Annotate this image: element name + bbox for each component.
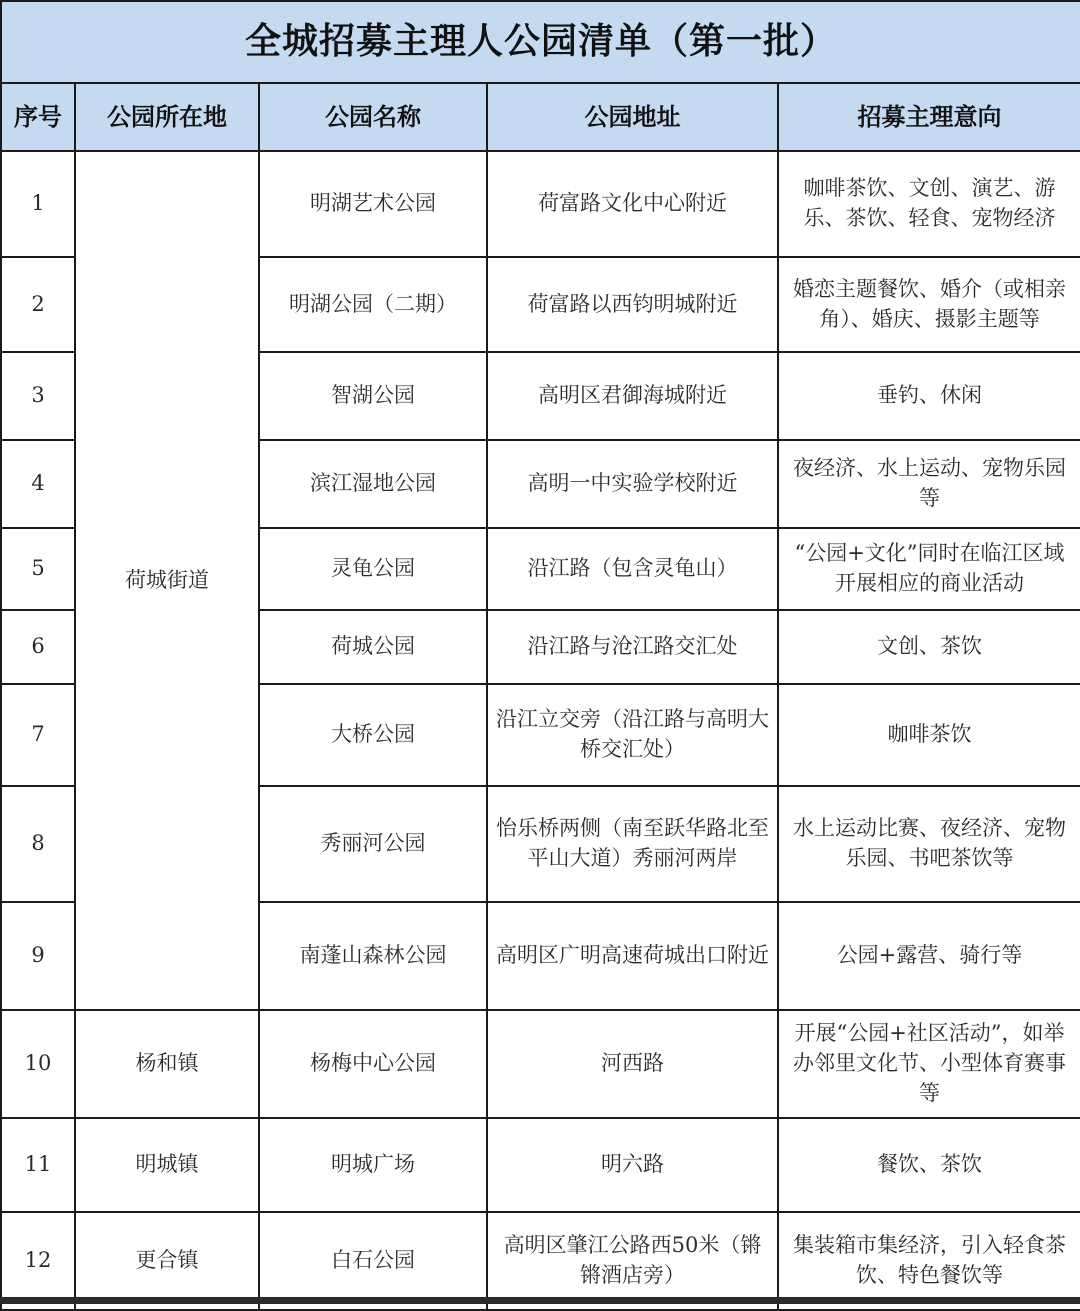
row-seq: 11 — [1, 1118, 75, 1212]
row-intent: 垂钓、休闲 — [778, 352, 1080, 440]
row-location: 杨和镇 — [75, 1010, 259, 1118]
row-seq: 3 — [1, 352, 75, 440]
row-seq: 9 — [1, 902, 75, 1010]
title-row — [1, 1, 1080, 83]
row-location: 更合镇 — [75, 1212, 259, 1310]
row-park-name: 明湖艺术公园 — [259, 151, 487, 257]
row-park-name: 滨江湿地公园 — [259, 440, 487, 528]
bottom-edge-strip — [0, 1297, 1080, 1304]
row-intent: 公园+露营、骑行等 — [778, 902, 1080, 1010]
header-address: 公园地址 — [487, 83, 778, 151]
table-row — [1, 1118, 1080, 1212]
row-park-name: 大桥公园 — [259, 684, 487, 786]
row-seq: 4 — [1, 440, 75, 528]
row-seq: 1 — [1, 151, 75, 257]
row-address: 河西路 — [487, 1010, 778, 1118]
row-park-name: 杨梅中心公园 — [259, 1010, 487, 1118]
row-address: 荷富路文化中心附近 — [487, 151, 778, 257]
row-address: 荷富路以西钧明城附近 — [487, 257, 778, 352]
row-address: 高明区广明高速荷城出口附近 — [487, 902, 778, 1010]
row-intent: 夜经济、水上运动、宠物乐园等 — [778, 440, 1080, 528]
row-park-name: 明城广场 — [259, 1118, 487, 1212]
row-seq: 12 — [1, 1212, 75, 1310]
row-intent: 咖啡茶饮 — [778, 684, 1080, 786]
row-address: 高明区君御海城附近 — [487, 352, 778, 440]
table-title: 全城招募主理人公园清单（第一批） — [1, 1, 1080, 83]
header-intent: 招募主理意向 — [778, 83, 1080, 151]
row-park-name: 白石公园 — [259, 1212, 487, 1310]
row-intent: 文创、茶饮 — [778, 610, 1080, 684]
header-location: 公园所在地 — [75, 83, 259, 151]
row-address: 沿江路与沧江路交汇处 — [487, 610, 778, 684]
row-intent: 咖啡茶饮、文创、演艺、游乐、茶饮、轻食、宠物经济 — [778, 151, 1080, 257]
row-intent: 婚恋主题餐饮、婚介（或相亲角）、婚庆、摄影主题等 — [778, 257, 1080, 352]
row-address: 高明区肇江公路西50米（锵锵酒店旁） — [487, 1212, 778, 1310]
row-address: 沿江立交旁（沿江路与高明大桥交汇处） — [487, 684, 778, 786]
row-seq: 8 — [1, 786, 75, 902]
row-seq: 7 — [1, 684, 75, 786]
table-row — [1, 1010, 1080, 1118]
table-row — [1, 151, 1080, 257]
row-address: 怡乐桥两侧（南至跃华路北至平山大道）秀丽河两岸 — [487, 786, 778, 902]
row-park-name: 南蓬山森林公园 — [259, 902, 487, 1010]
row-location: 明城镇 — [75, 1118, 259, 1212]
row-park-name: 明湖公园（二期） — [259, 257, 487, 352]
row-intent: 水上运动比赛、夜经济、宠物乐园、书吧茶饮等 — [778, 786, 1080, 902]
row-address: 明六路 — [487, 1118, 778, 1212]
row-seq: 5 — [1, 528, 75, 610]
header-row — [1, 83, 1080, 151]
row-seq: 2 — [1, 257, 75, 352]
row-park-name: 灵龟公园 — [259, 528, 487, 610]
row-location: 荷城街道 — [75, 151, 259, 1010]
header-name: 公园名称 — [259, 83, 487, 151]
row-intent: 集装箱市集经济，引入轻食茶饮、特色餐饮等 — [778, 1212, 1080, 1310]
row-address: 沿江路（包含灵龟山） — [487, 528, 778, 610]
row-intent: “公园+文化”同时在临江区域开展相应的商业活动 — [778, 528, 1080, 610]
row-seq: 10 — [1, 1010, 75, 1118]
row-park-name: 荷城公园 — [259, 610, 487, 684]
row-intent: 开展“公园+社区活动”，如举办邻里文化节、小型体育赛事等 — [778, 1010, 1080, 1118]
table-row — [1, 1212, 1080, 1310]
header-seq: 序号 — [1, 83, 75, 151]
row-park-name: 智湖公园 — [259, 352, 487, 440]
row-intent: 餐饮、茶饮 — [778, 1118, 1080, 1212]
row-seq: 6 — [1, 610, 75, 684]
row-park-name: 秀丽河公园 — [259, 786, 487, 902]
row-address: 高明一中实验学校附近 — [487, 440, 778, 528]
